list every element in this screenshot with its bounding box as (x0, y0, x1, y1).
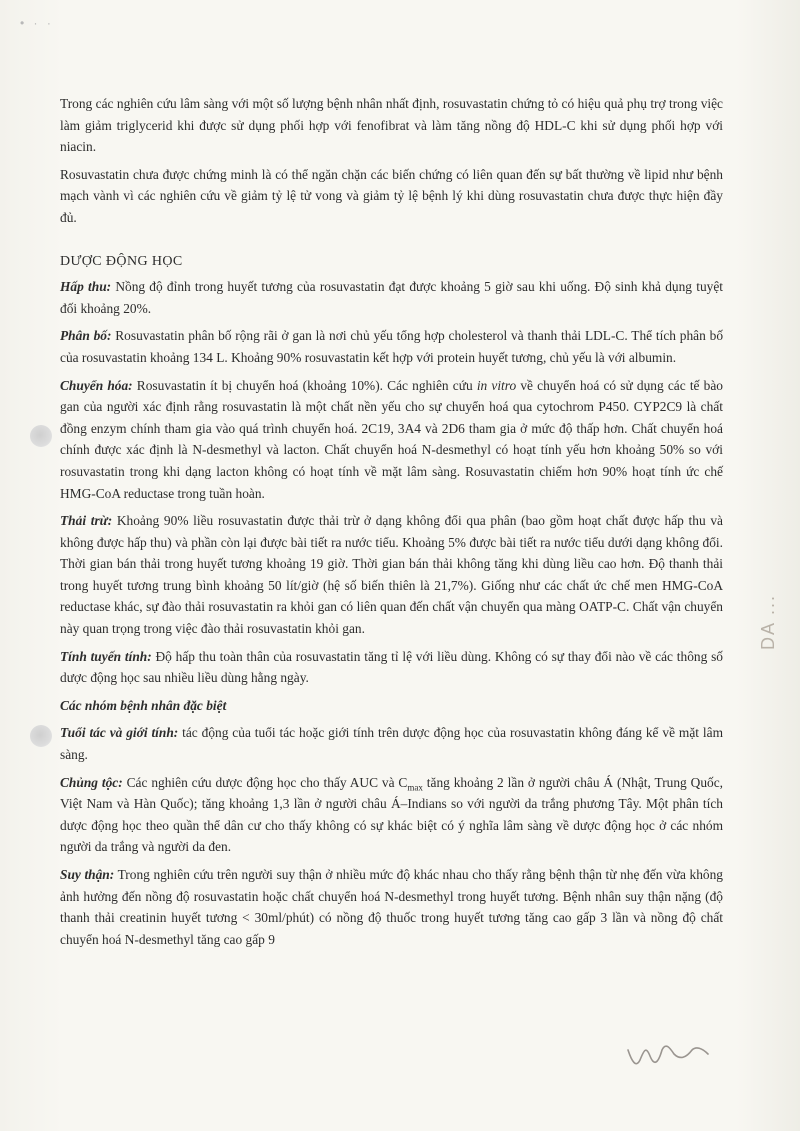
distribution-label: Phân bố: (60, 328, 112, 344)
renal-paragraph (60, 864, 723, 950)
age-sex-paragraph (60, 722, 723, 765)
metabolism-label: Chuyển hóa: (60, 377, 133, 393)
age-sex-label: Tuổi tác và giới tính: (60, 725, 179, 741)
document-body (60, 93, 723, 956)
punch-hole-upper (30, 425, 52, 447)
renal-text: Trong nghiên cứu trên người suy thận ở nhiều mức độ khác nhau cho thấy rằng bệnh thận từ nhẹ đến vừa không ảnh hưởng đến nồng độ rosuvastatin hoặc chất chuyển hoá N-desmethyl trong huyết tương. Bệnh nhân suy thận nặng (độ thanh thải creatinin huyết tương < 30ml/phút) có nồng độ thuốc trong huyết tương tăng cao gấp 3 lần và nồng độ chất chuyển hoá N-desmethyl tăng cao gấp 9 (60, 867, 723, 947)
distribution-text: Rosuvastatin phân bố rộng rãi ở gan là nơi chủ yếu tổng hợp cholesterol và thanh thải LDL-C. Thể tích phân bố của rosuvastatin khoảng 134 L. Khoảng 90% rosuvastatin kết hợp với protein huyết tương, chủ yếu là với albumin. (60, 328, 724, 365)
margin-bleed-stamp: DA ... (758, 593, 778, 650)
absorption-paragraph (60, 276, 723, 319)
corner-mark: • · · (20, 16, 54, 30)
elimination-text: Khoảng 90% liều rosuvastatin được thải trừ ở dạng không đổi qua phân (bao gồm hoạt chất được hấp thu và không được hấp thu) và phần còn lại được bài tiết ra nước tiểu. Khoảng 5% được bài tiết ra nước tiểu dưới dạng không đổi. Thời gian bán thải trong huyết tương khoảng 19 giờ. Thời gian bán thải không tăng khi dùng liều cao hơn. Độ thanh thải trong huyết tương trung bình khoảng 50 lít/giờ (hệ số biến thiên là 21,7%). Giống như các chất ức chế men HMG-CoA reductase khác, sự đào thải rosuvastatin ra khỏi gan có liên quan đến chất vận chuyển qua màng OATP-C. Chất vận chuyển này quan trọng trong việc đào thải rosuvastatin khỏi gan. (60, 513, 723, 637)
absorption-text: Nồng độ đỉnh trong huyết tương của rosuvastatin đạt được khoảng 5 giờ sau khi uống. Độ sinh khả dụng tuyệt đối khoảng 20%. (60, 279, 723, 316)
linearity-paragraph (60, 646, 723, 689)
elimination-paragraph (60, 510, 723, 640)
race-text-a: Các nghiên cứu dược động học cho thấy AUC và C (122, 774, 408, 790)
handwritten-initials (600, 1020, 750, 1080)
renal-label: Suy thận: (60, 867, 115, 882)
punch-hole-lower (30, 725, 52, 747)
race-text-b: tăng khoảng 2 lần ở người châu Á (Nhật, Trung Quốc, Việt Nam và Hàn Quốc); tăng khoảng 1,3 lần ở người châu Á–Indians so với người da trắng phương Tây. Một phân tích dược động học theo quần thể dân cư cho thấy không có sự khác biệt có ý nghĩa lâm sàng về dược động học ở các nhóm người da trắng và người da đen. (60, 774, 724, 855)
intro-paragraph-2: Rosuvastatin chưa được chứng minh là có thể ngăn chặn các biến chứng có liên quan đến sự bất thường về lipid như bệnh mạch vành vì các nghiên cứu về giảm tỷ lệ tử vong và giảm tỷ lệ bệnh lý khi dùng rosuvastatin chưa được thực hiện đầy đủ. (60, 166, 723, 225)
age-sex-text: tác động của tuổi tác hoặc giới tính trên dược động học của rosuvastatin không đáng kể về mặt lâm sàng. (60, 725, 723, 763)
linearity-text: Độ hấp thu toàn thân của rosuvastatin tăng tỉ lệ với liều dùng. Không có sự thay đổi nào về các thông số dược động học sau nhiều liều dùng hằng ngày. (60, 648, 723, 686)
cmax-subscript: max (407, 782, 423, 793)
distribution-paragraph (60, 325, 723, 368)
metabolism-text-b: về chuyển hoá có sử dụng các tế bào gan của người xác định rằng rosuvastatin là một chất nền yếu cho sự chuyển hoá qua cytochrom P450. CYP2C9 là chất đồng enzym chính tham gia vào quá trình chuyển hoá. 2C19, 3A4 và 2D6 tham gia ở mức độ thấp hơn. Chất chuyển hoá chính được xác định là N-desmethyl và lacton. Chất chuyển hoá N-desmethyl có hoạt tính yếu hơn khoảng 50% so với rosuvastatin trong khi dạng lacton không có hoạt tính về mặt lâm sàng. Rosuvastatin chiếm hơn 90% hoạt tính ức chế HMG-CoA reductase trong tuần hoàn. (60, 377, 723, 501)
linearity-label: Tính tuyến tính: (60, 648, 152, 664)
special-groups-heading: Các nhóm bệnh nhân đặc biệt (60, 697, 227, 713)
in-vitro-term: in vitro (476, 377, 517, 393)
absorption-label: Hấp thu: (60, 279, 112, 295)
metabolism-paragraph (60, 375, 723, 505)
elimination-label: Thải trừ: (60, 513, 113, 529)
race-label: Chủng tộc: (60, 774, 123, 790)
race-paragraph (60, 772, 723, 858)
intro-paragraph-1: Trong các nghiên cứu lâm sàng với một số lượng bệnh nhân nhất định, rosuvastatin chứng tỏ có hiệu quả phụ trợ trong việc làm giảm triglycerid khi được sử dụng phối hợp với fenofibrat và làm tăng nồng độ HDL-C khi sử dụng phối hợp với niacin. (60, 96, 723, 155)
section-heading: DƯỢC ĐỘNG HỌC (60, 253, 183, 269)
metabolism-text-a: Rosuvastatin ít bị chuyển hoá (khoảng 10%). Các nghiên cứu (132, 377, 477, 393)
